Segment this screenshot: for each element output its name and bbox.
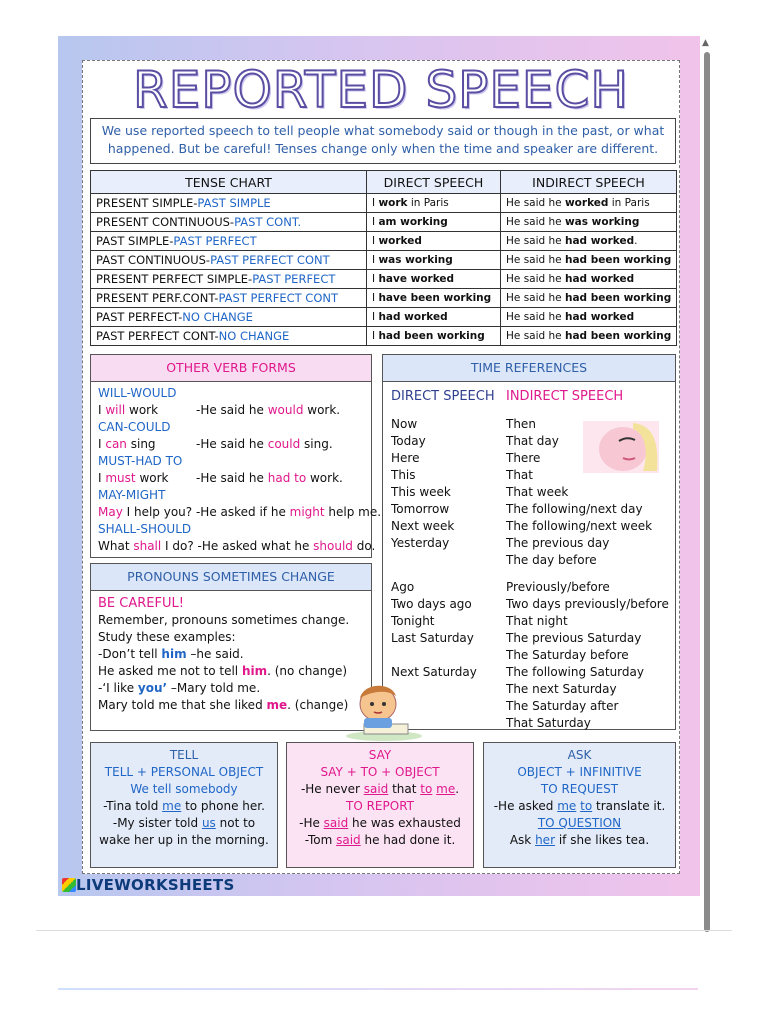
pronoun-example: Mary told me that she liked me. (change) (98, 698, 349, 712)
time-reference-row (383, 535, 675, 552)
say-title: SAY (368, 748, 392, 762)
tell-box (90, 742, 278, 868)
time-indirect: That Saturday (506, 716, 591, 730)
table-row (91, 232, 677, 251)
be-careful-label: BE CAREFUL! (98, 596, 184, 611)
table-row (91, 289, 677, 308)
boy-reading-illustration (334, 680, 424, 742)
indirect-text: . (634, 235, 638, 247)
indirect-text: He said he (506, 311, 565, 323)
table-row (91, 270, 677, 289)
pronouns-panel (90, 563, 372, 731)
time-direct: Today (391, 434, 426, 448)
tense-from: PRESENT SIMPLE- (96, 196, 198, 210)
verb-example: May I help you? -He asked if he might help me. (98, 505, 382, 519)
time-reference-row (383, 596, 675, 613)
direct-text: I (372, 197, 379, 209)
time-indirect: Then (506, 417, 536, 431)
time-direct: Two days ago (391, 597, 472, 611)
scrollbar[interactable] (704, 52, 710, 932)
time-indirect: The previous Saturday (506, 631, 642, 645)
time-reference-row (383, 630, 675, 647)
table-row (91, 251, 677, 270)
time-indirect: The following/next day (506, 502, 643, 516)
time-direct: Tomorrow (391, 502, 450, 516)
pronoun-example: -‘I like you’ –Mary told me. (98, 681, 261, 695)
indirect-verb: had worked (564, 235, 635, 247)
tense-to: PAST PERFECT (173, 234, 257, 248)
time-direct: Yesterday (391, 536, 450, 550)
time-indirect: That day (506, 434, 559, 448)
table-row (91, 308, 677, 327)
indirect-text: He said he (506, 197, 565, 209)
indirect-verb: had been working (564, 292, 672, 304)
say-rule-report: TO REPORT (346, 799, 414, 813)
verb-group-label: MAY-MIGHT (98, 488, 166, 502)
say-line: -He never said that to me. (300, 782, 460, 796)
time-reference-row (383, 698, 675, 715)
tell-line: -Tina told me to phone her. (103, 799, 265, 813)
ask-rule: OBJECT + INFINITIVE (517, 765, 642, 779)
time-reference-row (383, 715, 675, 732)
time-indirect: The previous day (506, 536, 610, 550)
scroll-up-icon[interactable]: ▲ (702, 38, 709, 48)
indirect-text: He said he (506, 216, 565, 228)
time-indirect: That night (506, 614, 568, 628)
time-indirect: The following Saturday (506, 665, 644, 679)
tense-to: PAST PERFECT CONT (210, 253, 330, 267)
col-direct-speech: DIRECT SPEECH (391, 389, 495, 404)
verb-example: What shall I do? -He asked what he should do. (98, 539, 376, 553)
indirect-text: He said he (506, 292, 565, 304)
direct-verb: worked (378, 235, 422, 247)
logo-icon (62, 878, 76, 892)
time-indirect: That week (506, 485, 569, 499)
time-reference-row (383, 681, 675, 698)
table-row (91, 213, 677, 232)
time-indirect: The next Saturday (506, 682, 617, 696)
direct-verb: am working (378, 216, 448, 228)
tense-from: PAST CONTINUOUS- (96, 253, 211, 267)
tense-from: PRESENT PERF.CONT- (96, 291, 219, 305)
direct-text: in Paris (407, 197, 449, 209)
direct-text: I (372, 235, 379, 247)
tense-from: PRESENT PERFECT SIMPLE- (96, 272, 253, 286)
ask-title: ASK (567, 748, 592, 762)
table-header-row (91, 171, 677, 194)
pronouns-header: PRONOUNS SOMETIMES CHANGE (91, 564, 371, 591)
pronoun-example: He asked me not to tell him. (no change) (98, 664, 348, 678)
direct-text: I (372, 273, 379, 285)
pronouns-note: Remember, pronouns sometimes change. (98, 613, 350, 627)
verb-example: I will work -He said he would work. (98, 403, 341, 417)
time-reference-row (383, 552, 675, 569)
tense-from: PAST PERFECT- (96, 310, 183, 324)
indirect-text: He said he (506, 254, 565, 266)
time-reference-row (383, 647, 675, 664)
time-reference-row (383, 664, 675, 681)
time-indirect: The Saturday after (506, 699, 619, 713)
direct-verb: had worked (378, 311, 448, 323)
time-indirect: There (506, 451, 541, 465)
time-reference-row (383, 484, 675, 501)
direct-text: I (372, 254, 379, 266)
direct-verb: have worked (378, 273, 455, 285)
indirect-verb: had been working (564, 330, 672, 342)
tense-from: PRESENT CONTINUOUS- (96, 215, 235, 229)
tense-to: PAST PERFECT CONT (218, 291, 339, 305)
say-line: -Tom said he had done it. (304, 833, 456, 847)
col-indirect-speech: INDIRECT SPEECH (506, 389, 624, 404)
tense-from: PAST SIMPLE- (96, 234, 174, 248)
tell-line: wake her up in the morning. (99, 833, 269, 847)
tense-chart-table (90, 170, 677, 346)
ask-line: -He asked me to translate it. (493, 799, 666, 813)
time-indirect: The following/next week (506, 519, 653, 533)
indirect-verb: had been working (564, 254, 672, 266)
indirect-text: He said he (506, 273, 565, 285)
time-direct: Next week (391, 519, 455, 533)
time-indirect: The Saturday before (506, 648, 629, 662)
time-references-columns (383, 386, 675, 408)
direct-verb: have been working (378, 292, 492, 304)
tense-to: NO CHANGE (182, 310, 253, 324)
tell-rule: TELL + PERSONAL OBJECT (104, 765, 264, 779)
time-direct: Next Saturday (391, 665, 477, 679)
ask-rule-question: TO QUESTION (537, 816, 622, 830)
tense-to: NO CHANGE (218, 329, 290, 343)
tense-to: PAST SIMPLE (197, 196, 271, 210)
time-direct: This (391, 468, 416, 482)
header-indirect-speech: INDIRECT SPEECH (501, 171, 677, 194)
time-reference-row (383, 613, 675, 630)
indirect-text: in Paris (608, 197, 650, 209)
say-box (286, 742, 474, 868)
tell-title: TELL (169, 748, 199, 762)
time-reference-row (383, 579, 675, 596)
direct-text: I (372, 292, 379, 304)
ask-box (483, 742, 676, 868)
time-direct: Tonight (391, 614, 435, 628)
tense-from: PAST PERFECT CONT- (96, 329, 219, 343)
time-indirect: That (506, 468, 533, 482)
page-title: REPORTED SPEECH (132, 61, 630, 119)
other-verb-forms-header: OTHER VERB FORMS (91, 355, 371, 382)
divider (58, 988, 698, 990)
tense-to: PAST CONT. (234, 215, 302, 229)
header-tense-chart: TENSE CHART (91, 171, 367, 194)
time-direct: Ago (391, 580, 415, 594)
direct-text: I (372, 216, 379, 228)
indirect-verb: worked (564, 197, 609, 209)
indirect-verb: had worked (564, 311, 635, 323)
indirect-text: He said he (506, 235, 565, 247)
time-indirect: Previously/before (506, 580, 610, 594)
table-row (91, 194, 677, 213)
other-verb-forms-panel (90, 354, 382, 558)
time-direct: Last Saturday (391, 631, 474, 645)
logo-text: LIVEWORKSHEETS (76, 876, 235, 894)
tell-example: We tell somebody (130, 782, 238, 796)
ask-rule-request: TO REQUEST (540, 782, 619, 796)
pronouns-note: Study these examples: (98, 630, 236, 644)
direct-verb: had been working (378, 330, 485, 342)
ask-line: Ask her if she likes tea. (509, 833, 650, 847)
table-row (91, 327, 677, 346)
indirect-verb: had worked (564, 273, 635, 285)
time-reference-row (383, 501, 675, 518)
intro-box: We use reported speech to tell people what somebody said or though in the past, or what happened. But be careful! Tenses change only when the time and speaker are different. (90, 118, 676, 164)
direct-verb: work (378, 197, 408, 209)
indirect-text: He said he (506, 330, 565, 342)
direct-text: I (372, 330, 379, 342)
divider (36, 930, 732, 931)
verb-group-label: WILL-WOULD (98, 386, 177, 400)
time-references-panel (382, 354, 676, 730)
direct-text: I (372, 311, 379, 323)
pronoun-example: -Don’t tell him –he said. (98, 647, 244, 661)
verb-group-label: CAN-COULD (98, 420, 171, 434)
liveworksheets-logo[interactable] (62, 876, 235, 894)
direct-verb: was working (378, 254, 453, 266)
say-rule: SAY + TO + OBJECT (320, 765, 440, 779)
verb-group-label: SHALL-SHOULD (98, 522, 192, 536)
time-reference-row (383, 518, 675, 535)
indirect-verb: was working (564, 216, 640, 228)
tell-line: -My sister told us not to (112, 816, 256, 830)
time-direct: This week (391, 485, 451, 499)
verb-group-label: MUST-HAD TO (98, 454, 183, 468)
time-references-header: TIME REFERENCES (383, 355, 675, 382)
verb-example: I must work -He said he had to work. (98, 471, 343, 485)
verb-example: I can sing -He said he could sing. (98, 437, 333, 451)
time-direct: Here (391, 451, 420, 465)
time-direct: Now (391, 417, 418, 431)
time-indirect: Two days previously/before (506, 597, 669, 611)
time-indirect: The day before (506, 553, 597, 567)
say-line: -He said he was exhausted (299, 816, 461, 830)
girl-face-illustration (583, 421, 659, 473)
tense-to: PAST PERFECT (252, 272, 336, 286)
header-direct-speech: DIRECT SPEECH (367, 171, 501, 194)
